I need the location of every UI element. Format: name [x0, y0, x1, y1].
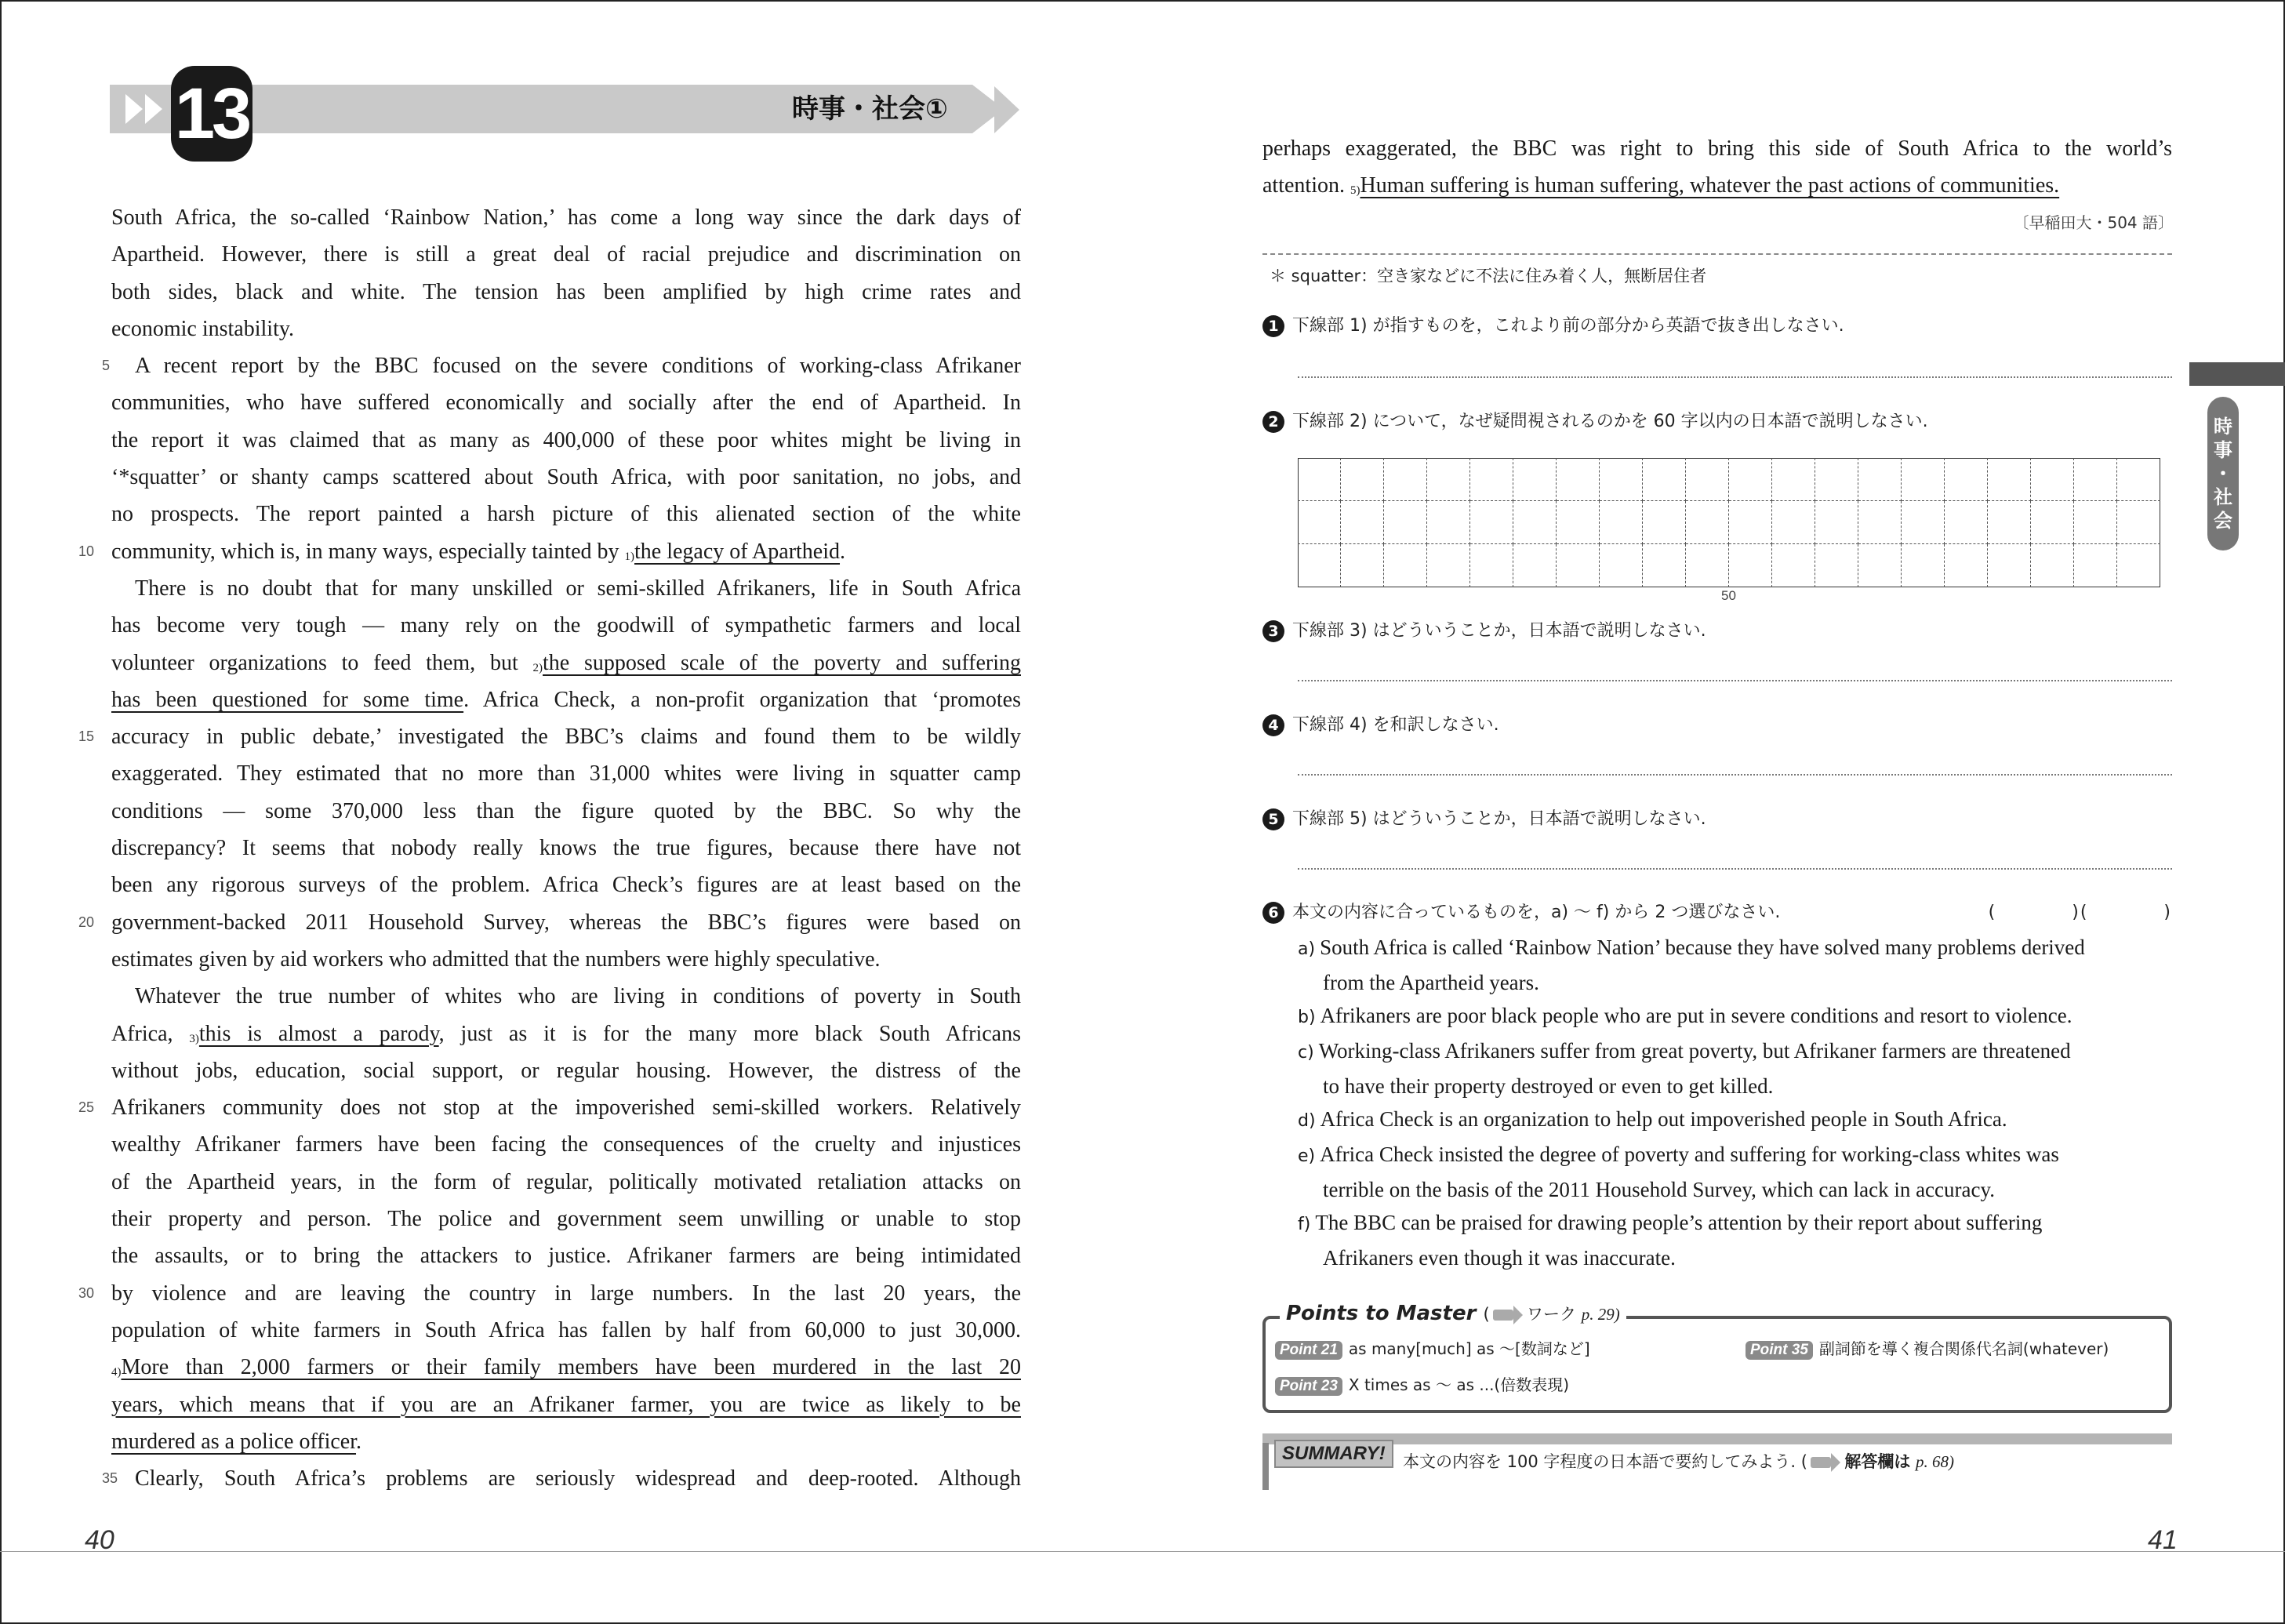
points-reference: ( ワーク p. 29) — [1483, 1305, 1620, 1324]
grid-cell[interactable] — [1815, 501, 1858, 544]
passage-line — [111, 422, 1021, 459]
point-badge: Point 35 — [1746, 1341, 1813, 1360]
point-badge: Point 23 — [1275, 1377, 1342, 1396]
side-tab-char: 会 — [2214, 510, 2232, 532]
footnote: ＊ squatter：空き家などに不法に住み着く人，無断居住者 — [1270, 267, 1707, 285]
option-text: terrible on the basis of the 2011 Household Survey, which can lack in accuracy. — [1323, 1178, 1995, 1201]
grid-cell[interactable] — [1686, 501, 1729, 544]
header-arrow-tip — [994, 86, 1019, 133]
option-label: c) — [1298, 1043, 1314, 1063]
option-label: e) — [1298, 1146, 1316, 1166]
chevron-icon — [125, 94, 143, 124]
underlined-phrase: has been questioned for some time — [111, 687, 464, 712]
grid-cell[interactable] — [1643, 458, 1686, 501]
option-item — [1298, 1034, 2176, 1070]
question-text: 下線部 3) はどういうことか，日本語で説明しなさい. — [1292, 621, 1706, 641]
passage-line — [111, 866, 1021, 903]
point-text: as many[much] as ～[数詞など] — [1348, 1339, 1590, 1358]
answer-line[interactable] — [1298, 868, 2172, 870]
text-run: the assaults, or to bring the attackers to justice. Afrikaner farmers are being intimidated — [111, 1244, 1021, 1269]
grid-cell[interactable] — [1643, 501, 1686, 544]
text-run: attention. — [1262, 173, 1350, 198]
text-run: . Africa Check, a non-profit organization that ‘promotes — [463, 687, 1022, 712]
text-run: the report it was claimed that as many as 400,000 of these poor whites might be living in — [111, 427, 1021, 452]
page-number: 41 — [2148, 1525, 2178, 1555]
arrow-icon — [1493, 1310, 1513, 1321]
option-item — [1298, 1103, 2176, 1138]
grid-cell[interactable] — [1341, 544, 1384, 587]
arrow-icon — [1811, 1457, 1831, 1468]
text-run: both sides, black and white. The tension has been amplified by high crime rates and — [111, 279, 1021, 304]
grid-cell[interactable] — [1902, 501, 1945, 544]
grid-cell[interactable] — [1600, 544, 1643, 587]
grid-cell[interactable] — [1729, 544, 1772, 587]
grid-cell[interactable] — [2074, 458, 2117, 501]
text-run: population of white farmers in South Africa has fallen by half from 60,000 to just 30,000. — [111, 1317, 1021, 1342]
underlined-phrase: murdered as a police officer — [111, 1429, 357, 1454]
bottom-rule — [0, 1551, 1142, 1552]
passage-line — [111, 755, 1021, 792]
question-number: 6 — [1262, 902, 1284, 924]
option-continuation — [1298, 966, 2176, 999]
grid-cell[interactable] — [1858, 501, 1902, 544]
question-2 — [1262, 408, 1928, 433]
summary-text: 本文の内容を 100 字程度の日本語で要約してみよう. — [1403, 1452, 1796, 1471]
option-text: Afrikaners are poor black people who are put in severe conditions and resort to violence. — [1320, 1004, 2072, 1027]
question-number: 2 — [1262, 411, 1284, 433]
reference-page: p. 29) — [1581, 1305, 1620, 1324]
grid-cell[interactable] — [2074, 544, 2117, 587]
points-title-text: Points to Master — [1286, 1302, 1477, 1325]
grid-cell[interactable] — [1772, 458, 1815, 501]
text-run: Afrikaners community does not stop at the impoverished semi-skilled workers. Relatively — [111, 1095, 1021, 1121]
text-run: Apartheid. However, there is still a great deal of racial prejudice and discrimination on — [111, 242, 1021, 267]
question-4 — [1262, 711, 1499, 736]
summary-instruction: 本文の内容を 100 字程度の日本語で要約してみよう. ( 解答欄は p. 68) — [1403, 1452, 1955, 1471]
text-run: A recent report by the BBC focused on the severe conditions of working-class Afrikaner — [135, 354, 1021, 379]
grid-cell[interactable] — [2117, 501, 2160, 544]
question-text: 本文の内容に合っているものを，a) ～ f) から 2 つ選びなさい. — [1292, 903, 1781, 922]
grid-cell[interactable] — [1384, 501, 1427, 544]
line-number: 20 — [78, 914, 95, 930]
option-text: from the Apartheid years. — [1323, 971, 1539, 994]
question-text: 下線部 2) について，なぜ疑問視されるのかを 60 字以内の日本語で説明しなさい. — [1292, 412, 1928, 431]
grid-cell[interactable] — [1772, 544, 1815, 587]
question-text: 下線部 1) が指すものを，これより前の部分から英語で抜き出しなさい. — [1292, 316, 1844, 336]
summary-tag: SUMMARY! — [1274, 1440, 1393, 1468]
grid-cell[interactable] — [1902, 544, 1945, 587]
bottom-rule — [1142, 1551, 2285, 1552]
grid-cell[interactable] — [1945, 501, 1988, 544]
underline-marker: 5) — [1350, 184, 1360, 198]
question-1 — [1262, 312, 1844, 337]
question-number: 5 — [1262, 808, 1284, 830]
text-run: by violence and are leaving the country in large numbers. In the last 20 years, the — [111, 1281, 1021, 1306]
grid-cell[interactable] — [1858, 544, 1902, 587]
grid-cell[interactable] — [1298, 544, 1341, 587]
grid-cell[interactable] — [1557, 458, 1600, 501]
side-index-tab — [2207, 397, 2239, 550]
grid-cell[interactable] — [1600, 458, 1643, 501]
text-run: has become very tough — many rely on the goodwill of sympathetic farmers and local — [111, 613, 1021, 638]
summary-ref-page: p. 68) — [1916, 1452, 1955, 1471]
grid-cell[interactable] — [1686, 458, 1729, 501]
underline-marker: 2) — [532, 661, 543, 674]
grid-cell[interactable] — [1513, 544, 1557, 587]
text-run: communities, who have suffered economically and socially after the end of Apartheid. In — [111, 391, 1021, 416]
text-run: accuracy in public debate,’ investigated the BBC’s claims and found them to be wildly — [111, 725, 1021, 750]
point-item — [1746, 1336, 2109, 1360]
unit-number: 13 — [171, 66, 252, 162]
text-run: volunteer organizations to feed them, but — [111, 650, 533, 675]
grid-cell[interactable] — [1470, 544, 1513, 587]
summary-ref: 解答欄は — [1844, 1452, 1911, 1471]
passage-line — [102, 1460, 1021, 1497]
line-number: 35 — [102, 1470, 118, 1487]
passage-line — [111, 384, 1021, 421]
point-text: X times as ～ as ...(倍数表現) — [1348, 1375, 1570, 1394]
text-run: government-backed 2011 Household Survey, whereas the BBC’s figures were based on — [111, 910, 1021, 935]
text-run: conditions — some 370,000 less than the figure quoted by the BBC. So why the — [111, 798, 1021, 823]
text-run: without jobs, education, social support, or regular housing. However, the distress of the — [111, 1058, 1021, 1083]
passage-continuation — [1262, 130, 2172, 205]
option-item — [1298, 1206, 2176, 1241]
grid-cell[interactable] — [2031, 458, 2074, 501]
line-number: 15 — [78, 728, 95, 745]
passage-line — [111, 1312, 1021, 1349]
grid-cell[interactable] — [1902, 458, 1945, 501]
passage-line — [111, 311, 1021, 347]
text-run: wealthy Afrikaner farmers have been facing the consequences of the cruelty and injustices — [111, 1132, 1021, 1157]
answer-line[interactable] — [1298, 680, 2172, 681]
grid-cell[interactable] — [1298, 458, 1341, 501]
question-number: 1 — [1262, 315, 1284, 337]
grid-cell[interactable] — [1945, 544, 1988, 587]
points-title — [1280, 1302, 1626, 1325]
passage-line — [111, 607, 1021, 644]
passage-line — [111, 199, 1021, 236]
grid-cell[interactable] — [1298, 501, 1341, 544]
option-continuation — [1298, 1241, 2176, 1274]
grid-cell[interactable] — [1600, 501, 1643, 544]
text-run: discrepancy? It seems that nobody really knows the true figures, because there have not — [111, 836, 1021, 861]
passage-line — [111, 496, 1021, 532]
passage-line — [111, 645, 1021, 681]
reference-label: ワーク — [1527, 1305, 1577, 1324]
grid-cell[interactable] — [1729, 458, 1772, 501]
passage-line — [1262, 130, 2172, 167]
grid-cell[interactable] — [1643, 544, 1686, 587]
text-run: Whatever the true number of whites who are living in conditions of poverty in South — [135, 984, 1021, 1009]
option-text: Working-class Afrikaners suffer from great poverty, but Afrikaner farmers are threatened — [1318, 1039, 2071, 1063]
passage-line — [78, 904, 1021, 941]
option-text: Africa Check insisted the degree of poverty and suffering for working-class whites was — [1320, 1143, 2059, 1166]
passage-line — [78, 718, 1021, 755]
grid-cell[interactable] — [1729, 501, 1772, 544]
right-page — [1142, 0, 2285, 1624]
answer-grid-cells — [1298, 458, 2160, 587]
question-3 — [1262, 617, 1706, 642]
grid-cell[interactable] — [1470, 458, 1513, 501]
point-text: 副詞節を導く複合関係代名詞(whatever) — [1818, 1339, 2109, 1358]
unit-title: 時事・社会① — [792, 93, 948, 125]
answer-line[interactable] — [1298, 774, 2172, 776]
passage-line — [78, 1089, 1021, 1126]
point-item — [1275, 1336, 1590, 1360]
answer-line[interactable] — [1298, 376, 2172, 378]
passage-line — [111, 830, 1021, 866]
text-run: Clearly, South Africa’s problems are seriously widespread and deep-rooted. Although — [135, 1466, 1021, 1491]
grid-cell[interactable] — [1945, 458, 1988, 501]
line-number: 30 — [78, 1284, 95, 1301]
option-label: a) — [1298, 939, 1316, 959]
passage-line — [111, 1126, 1021, 1163]
underlined-phrase: this is almost a parody — [198, 1021, 439, 1046]
passage-line — [111, 1423, 1021, 1460]
passage-line — [111, 1201, 1021, 1237]
grid-cell[interactable] — [1988, 458, 2031, 501]
grid-cell[interactable] — [1772, 501, 1815, 544]
passage-line — [111, 793, 1021, 830]
option-text: to have their property destroyed or even to get killed. — [1323, 1074, 1774, 1098]
underlined-phrase: the supposed scale of the poverty and suffering — [543, 650, 1021, 675]
grid-cell[interactable] — [1686, 544, 1729, 587]
line-number: 10 — [78, 543, 95, 559]
divider — [1262, 253, 2172, 255]
option-text: South Africa is called ‘Rainbow Nation’ because they have solved many problems derived — [1320, 936, 2085, 959]
grid-cell[interactable] — [2117, 544, 2160, 587]
option-continuation — [1298, 1070, 2176, 1103]
grid-cell[interactable] — [1988, 544, 2031, 587]
answer-blanks[interactable]: ( )( ) — [1988, 903, 2172, 922]
option-label: d) — [1298, 1111, 1316, 1131]
underlined-phrase: the legacy of Apartheid — [634, 539, 841, 564]
passage-line — [78, 1275, 1021, 1312]
grid-cell[interactable] — [2031, 544, 2074, 587]
underlined-phrase: More than 2,000 farmers or their family members have been murdered in the last 20 — [121, 1355, 1021, 1380]
passage-line — [78, 533, 1021, 570]
text-run: been any rigorous surveys of the problem. Africa Check’s figures are at least based on the — [111, 873, 1021, 898]
text-run: economic instability. — [111, 316, 295, 341]
option-text: Africa Check is an organization to help out impoverished people in South Africa. — [1320, 1107, 2007, 1131]
passage-line — [111, 978, 1021, 1015]
text-run: South Africa, the so-called ‘Rainbow Nation,’ has come a long way since the dark days of — [111, 205, 1021, 230]
underlined-phrase: years, which means that if you are an Afrikaner farmer, you are twice as likely to be — [111, 1392, 1021, 1417]
text-run: no prospects. The report painted a harsh picture of this alienated section of the white — [111, 502, 1021, 527]
line-number: 25 — [78, 1099, 95, 1116]
side-index-bar — [2189, 362, 2285, 386]
grid-cell[interactable] — [2117, 458, 2160, 501]
option-item — [1298, 1138, 2176, 1173]
text-run: ‘*squatter’ or shanty camps scattered about South Africa, with poor sanitation, no jobs, and — [111, 465, 1021, 490]
grid-cell[interactable] — [1470, 501, 1513, 544]
passage-line — [111, 1015, 1021, 1052]
left-page — [0, 0, 1142, 1624]
grid-cell[interactable] — [2031, 501, 2074, 544]
answer-options — [1298, 931, 2176, 1274]
line-number: 5 — [102, 358, 111, 374]
text-run: . — [840, 539, 846, 564]
text-run: of the Apartheid years, in the form of regular, politically motivated retaliation attacks on — [111, 1169, 1021, 1194]
grid-cell[interactable] — [1858, 458, 1902, 501]
passage-line — [111, 941, 1021, 978]
reading-passage — [78, 199, 1022, 1497]
side-tab-char: 事 — [2214, 439, 2232, 461]
passage-line — [111, 459, 1021, 496]
source-citation: 〔早稲田大・504 語〕 — [2013, 213, 2174, 232]
passage-line — [1262, 167, 2172, 204]
text-run: their property and person. The police and government seem unwilling or unable to stop — [111, 1207, 1021, 1232]
grid-cell[interactable] — [1557, 544, 1600, 587]
option-text: The BBC can be praised for drawing people’s attention by their report about suffering — [1315, 1211, 2043, 1234]
side-tab-char: 社 — [2214, 486, 2232, 508]
side-tab-char: 時 — [2214, 416, 2232, 438]
underlined-phrase: Human suffering is human suffering, whatever the past actions of communities. — [1360, 173, 2060, 198]
underline-marker: 1) — [624, 550, 634, 563]
underline-marker: 4) — [111, 1366, 122, 1379]
page-number: 40 — [85, 1525, 114, 1555]
grid-cell[interactable] — [1427, 544, 1470, 587]
question-text: 下線部 4) を和訳しなさい. — [1292, 715, 1499, 735]
side-tab-char: ・ — [2214, 463, 2232, 485]
grid-cell[interactable] — [1557, 501, 1600, 544]
question-text: 下線部 5) はどういうことか，日本語で説明しなさい. — [1292, 809, 1706, 829]
grid-cell[interactable] — [1384, 544, 1427, 587]
text-run: estimates given by aid workers who admitted that the numbers were highly speculative. — [111, 946, 881, 972]
passage-line — [111, 570, 1021, 607]
passage-line — [111, 1349, 1021, 1386]
passage-line — [111, 681, 1021, 718]
grid-cell[interactable] — [1988, 501, 2031, 544]
grid-cell[interactable] — [1427, 458, 1470, 501]
summary-bar — [1262, 1433, 2172, 1444]
underline-marker: 3) — [189, 1032, 199, 1045]
text-run: , just as it is for the many more black South Africans — [438, 1021, 1021, 1046]
chevron-icon — [145, 94, 162, 124]
passage-line — [111, 236, 1021, 273]
text-run: . — [356, 1429, 362, 1454]
grid-cell[interactable] — [1513, 501, 1557, 544]
option-item — [1298, 999, 2176, 1034]
points-to-master-box — [1262, 1302, 2172, 1413]
grid-cell[interactable] — [1815, 544, 1858, 587]
text-run: exaggerated. They estimated that no more than 31,000 whites were living in squatter camp — [111, 761, 1021, 787]
passage-line — [111, 1237, 1021, 1274]
option-label: f) — [1298, 1215, 1311, 1234]
text-run: There is no doubt that for many unskilled or semi-skilled Afrikaners, life in South Africa — [135, 576, 1021, 601]
point-item — [1275, 1372, 1569, 1396]
grid-cell[interactable] — [1384, 458, 1427, 501]
text-run: community, which is, in many ways, especially tainted by — [111, 539, 625, 564]
grid-count-marker: 50 — [1721, 588, 1736, 603]
option-continuation — [1298, 1173, 2176, 1206]
grid-cell[interactable] — [1427, 501, 1470, 544]
grid-cell[interactable] — [1815, 458, 1858, 501]
passage-line — [102, 347, 1021, 384]
point-badge: Point 21 — [1275, 1341, 1342, 1360]
passage-line — [111, 274, 1021, 311]
option-item — [1298, 931, 2176, 966]
question-number: 3 — [1262, 620, 1284, 642]
option-text: Afrikaners even though it was inaccurate. — [1323, 1246, 1676, 1270]
grid-cell[interactable] — [1341, 458, 1384, 501]
option-label: b) — [1298, 1008, 1316, 1027]
text-run: perhaps exaggerated, the BBC was right to bring this side of South Africa to the world’s — [1262, 136, 2172, 161]
summary-post — [1262, 1443, 1269, 1490]
text-run: Africa, — [111, 1021, 190, 1046]
grid-cell[interactable] — [1341, 501, 1384, 544]
passage-line — [111, 1386, 1021, 1423]
grid-cell[interactable] — [2074, 501, 2117, 544]
question-6 — [1262, 899, 2172, 924]
question-5 — [1262, 805, 1706, 830]
passage-line — [111, 1052, 1021, 1089]
passage-line — [111, 1164, 1021, 1201]
question-number: 4 — [1262, 714, 1284, 736]
grid-cell[interactable] — [1513, 458, 1557, 501]
